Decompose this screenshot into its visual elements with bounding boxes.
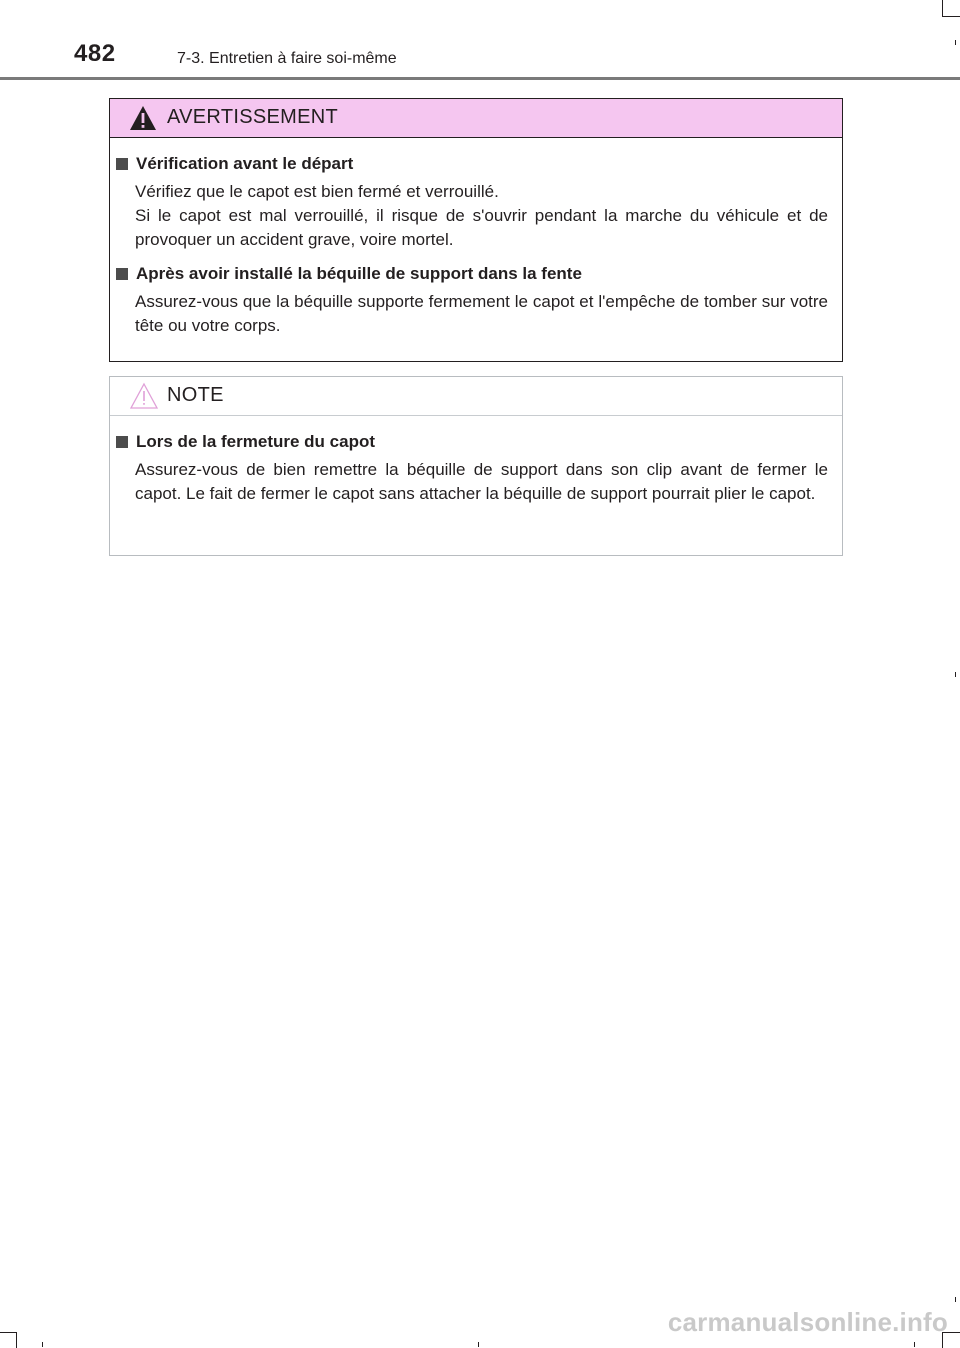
watermark: carmanualsonline.info <box>667 1307 948 1337</box>
warning-triangle-icon <box>129 104 157 132</box>
crop-mark <box>942 16 960 17</box>
warning-item-text: Si le capot est mal verrouillé, il risque de s'ouvrir pendant la marche du véhicule et de provoquer un accident grave, voire mortel. <box>135 206 828 249</box>
warning-header <box>110 99 842 138</box>
crop-mark <box>955 40 956 45</box>
crop-mark <box>0 1332 16 1333</box>
warning-item <box>116 152 828 252</box>
warning-item <box>116 262 828 338</box>
crop-mark <box>955 1297 956 1302</box>
square-bullet-icon <box>116 436 128 448</box>
square-bullet-icon <box>116 158 128 170</box>
crop-mark <box>16 1332 17 1348</box>
crop-mark <box>942 0 943 16</box>
caution-triangle-outline-icon <box>129 382 159 410</box>
section-title: 7-3. Entretien à faire soi-même <box>177 50 397 67</box>
crop-mark <box>478 1342 479 1347</box>
crop-mark <box>955 672 956 677</box>
crop-mark <box>42 1342 43 1347</box>
square-bullet-icon <box>116 268 128 280</box>
warning-item-title: Après avoir installé la béquille de support dans la fente <box>136 264 582 283</box>
warning-box <box>109 98 843 362</box>
warning-item-text: Vérifiez que le capot est bien fermé et verrouillé. <box>135 182 499 201</box>
header-rule <box>0 77 960 80</box>
warning-item-text: Assurez-vous que la béquille supporte fermement le capot et l'empêche de tomber sur votre tête ou votre corps. <box>135 292 828 335</box>
note-title: NOTE <box>167 384 224 406</box>
page-number: 482 <box>74 40 116 67</box>
warning-item-title: Vérification avant le départ <box>136 154 354 173</box>
note-header <box>110 377 842 416</box>
crop-mark <box>914 1342 915 1347</box>
note-item-title: Lors de la fermeture du capot <box>136 432 375 451</box>
warning-title: AVERTISSEMENT <box>167 106 338 128</box>
note-box <box>109 376 843 556</box>
note-item-text: Assurez-vous de bien remettre la béquille de support dans son clip avant de fermer le capot. Le fait de fermer le capot sans attacher la béquille de support pourrait plier le capot. <box>135 460 828 503</box>
note-item <box>116 430 828 506</box>
